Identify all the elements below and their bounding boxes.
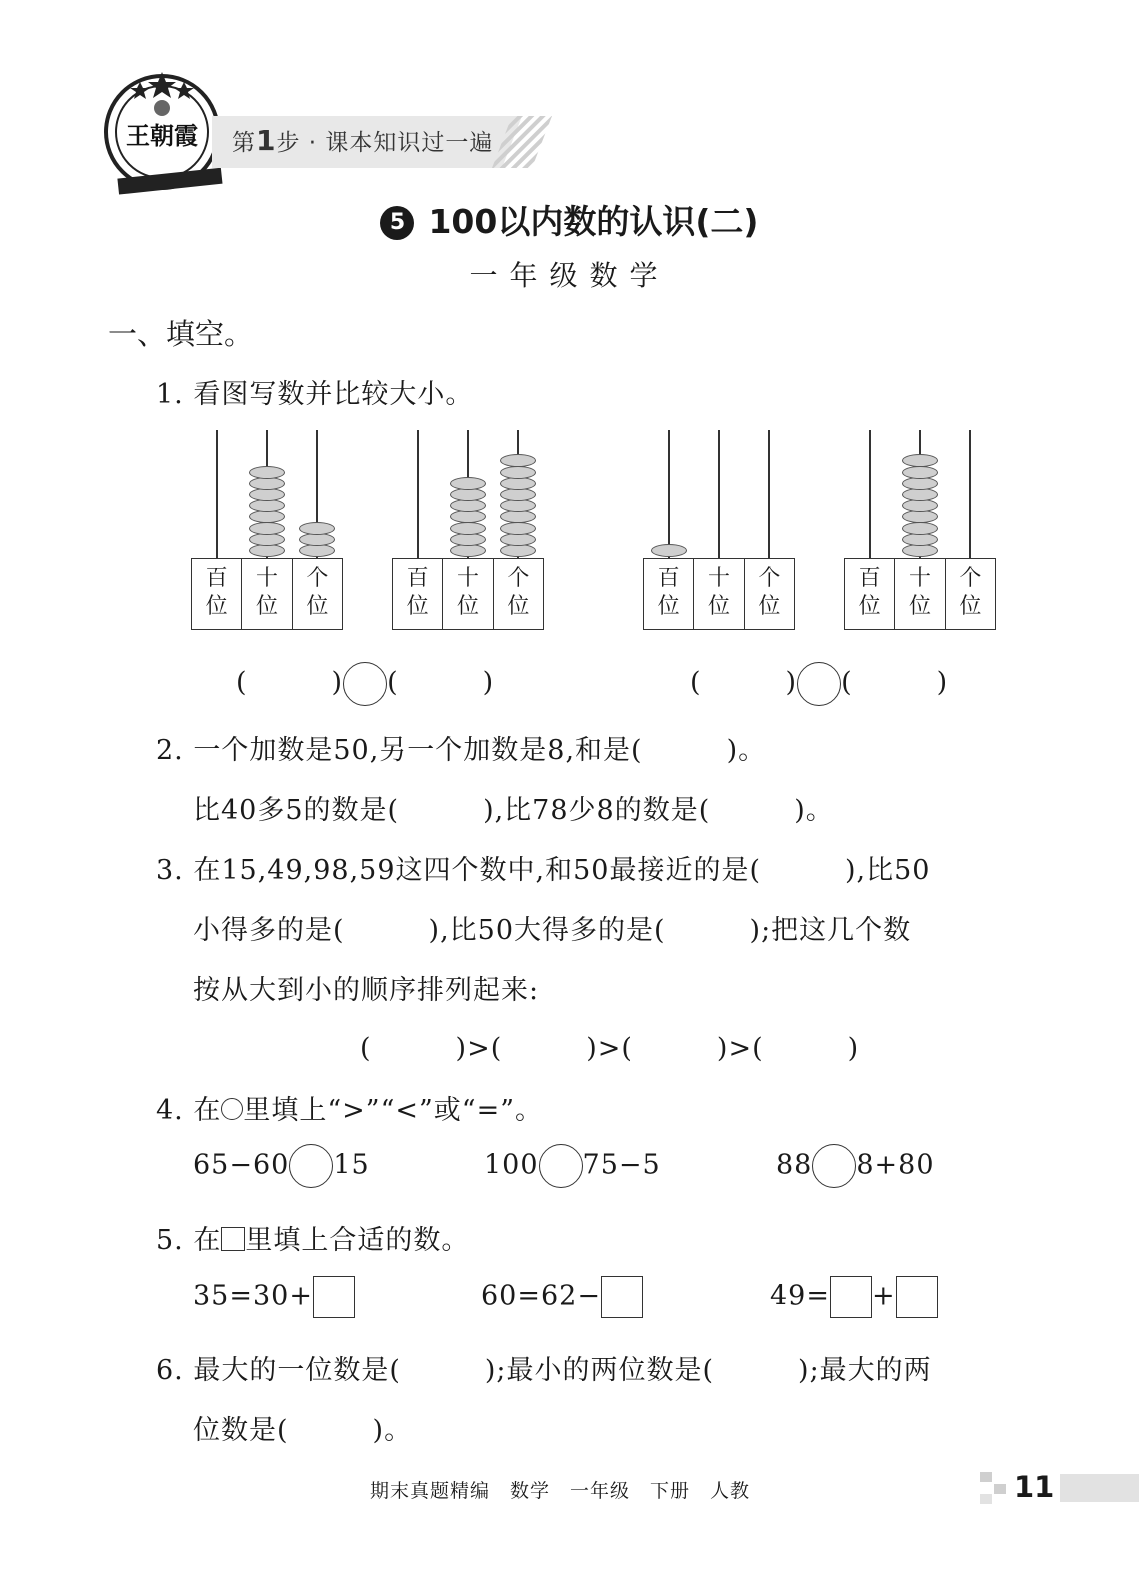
ones-label: 个 位	[306, 566, 329, 619]
abacus-bead	[902, 510, 938, 523]
abacus-bead	[299, 522, 335, 535]
abacus-bead	[651, 544, 687, 557]
abacus-bead	[902, 499, 938, 512]
answer-box[interactable]	[896, 1276, 938, 1318]
q4-item-3: 88 8+80	[776, 1144, 935, 1188]
subtitle: 一年级数学	[469, 259, 670, 292]
abacus-rod	[869, 430, 871, 558]
abacus-bead	[249, 533, 285, 546]
compare-circle[interactable]	[343, 662, 387, 706]
q5-item-3: 49= +	[770, 1276, 938, 1318]
abacus-rod	[768, 430, 770, 558]
q4-label: 4. 在 里填上“>”“<”或“=”。	[156, 1095, 544, 1126]
abacus-bead	[450, 510, 486, 523]
abacus-bead	[299, 533, 335, 546]
abacus-bead	[450, 477, 486, 490]
place-value-box	[191, 558, 343, 630]
lesson-number-badge: 5	[380, 206, 414, 240]
abacus	[643, 430, 803, 640]
ones-label: 个 位	[507, 566, 530, 619]
abacus-bead	[450, 533, 486, 546]
abacus-bead	[500, 533, 536, 546]
abacus-bead	[902, 544, 938, 557]
q5-item-1: 35=30+	[193, 1276, 355, 1318]
hundreds-label: 百 位	[845, 559, 895, 629]
answer-box[interactable]	[313, 1276, 355, 1318]
abacus-bead	[500, 499, 536, 512]
compare-circle[interactable]	[289, 1144, 333, 1188]
abacus-rod	[417, 430, 419, 558]
wangzhaoxia-logo	[100, 70, 228, 200]
abacus-bead	[450, 488, 486, 501]
abacus-bead	[500, 544, 536, 557]
q5-item-2: 60=62−	[481, 1276, 643, 1318]
step-label: 第1步 · 课本知识过一遍	[232, 124, 494, 157]
answer-box[interactable]	[830, 1276, 872, 1318]
place-value-box	[844, 558, 996, 630]
abacus-bead	[450, 544, 486, 557]
circle-icon	[221, 1098, 243, 1120]
abacus-bead	[902, 522, 938, 535]
page-number-bar	[980, 1472, 1139, 1504]
abacus-rod	[969, 430, 971, 558]
abacus-bead	[902, 533, 938, 546]
footer-text: 期末真题精编 数学 一年级 下册 人教	[370, 1480, 751, 1502]
abacus-bead	[249, 477, 285, 490]
abacus	[844, 430, 1004, 640]
place-value-box	[392, 558, 544, 630]
abacus-bead	[299, 544, 335, 557]
abacus-bead	[249, 510, 285, 523]
abacus-bead	[249, 522, 285, 535]
abacus-bead	[500, 454, 536, 467]
logo-name: 王朝霞	[126, 121, 198, 150]
abacus-bead	[249, 544, 285, 557]
compare-circle[interactable]	[812, 1144, 856, 1188]
q3-line2: 小得多的是( ),比50大得多的是( );把这几个数	[193, 915, 912, 946]
abacus-bead	[500, 488, 536, 501]
hundreds-label: 百 位	[192, 559, 242, 629]
abacus-bead	[249, 466, 285, 479]
q6-line1: 6. 最大的一位数是( );最小的两位数是( );最大的两	[156, 1355, 932, 1386]
tens-label: 十 位	[443, 559, 493, 629]
hundreds-label: 百 位	[393, 559, 443, 629]
q2-line1: 2. 一个加数是50,另一个加数是8,和是( )。	[156, 735, 767, 766]
square-icon	[221, 1227, 245, 1251]
q3-line1: 3. 在15,49,98,59这四个数中,和50最接近的是( ),比50	[156, 855, 931, 886]
tens-label: 十 位	[242, 559, 292, 629]
abacus-bead	[249, 488, 285, 501]
q1-label: 1. 看图写数并比较大小。	[156, 379, 474, 410]
abacus-bead	[450, 499, 486, 512]
tens-label: 十 位	[895, 559, 945, 629]
abacus-bead	[500, 477, 536, 490]
compare-circle[interactable]	[539, 1144, 583, 1188]
hundreds-label: 百 位	[644, 559, 694, 629]
tens-label: 十 位	[694, 559, 744, 629]
q2-line2: 比40多5的数是( ),比78少8的数是( )。	[193, 795, 834, 826]
ones-label: 个 位	[758, 566, 781, 619]
q3-line3: 按从大到小的顺序排列起来:	[193, 975, 540, 1006]
abacus-bead	[902, 477, 938, 490]
q6-line2: 位数是( )。	[193, 1415, 413, 1446]
place-value-box	[643, 558, 795, 630]
page-title: 5 100以内数的认识(二)	[0, 196, 1139, 243]
section-heading: 一、填空。	[108, 317, 254, 351]
q4-item-1: 65−60 15	[193, 1144, 370, 1188]
abacus-bead	[500, 466, 536, 479]
abacus-bead	[249, 499, 285, 512]
answer-box[interactable]	[601, 1276, 643, 1318]
abacus-bead	[902, 454, 938, 467]
ones-label: 个 位	[959, 566, 982, 619]
abacus	[191, 430, 351, 640]
q1-compare-b: ( ) ( )	[690, 660, 948, 706]
abacus-bead	[902, 488, 938, 501]
q5-label: 5. 在 里填上合适的数。	[156, 1225, 470, 1256]
abacus	[392, 430, 552, 640]
page-number: 11	[1014, 1470, 1055, 1504]
q4-item-2: 100 75−5	[484, 1144, 661, 1188]
abacus-bead	[500, 522, 536, 535]
abacus-bead	[450, 522, 486, 535]
q1-compare-a: ( ) ( )	[236, 660, 494, 706]
abacus-rod	[216, 430, 218, 558]
q3-line4: ( )>( )>( )>( )	[360, 1033, 860, 1064]
abacus-rod	[718, 430, 720, 558]
compare-circle[interactable]	[797, 662, 841, 706]
abacus-rod	[668, 430, 670, 558]
abacus-bead	[500, 510, 536, 523]
abacus-bead	[902, 466, 938, 479]
